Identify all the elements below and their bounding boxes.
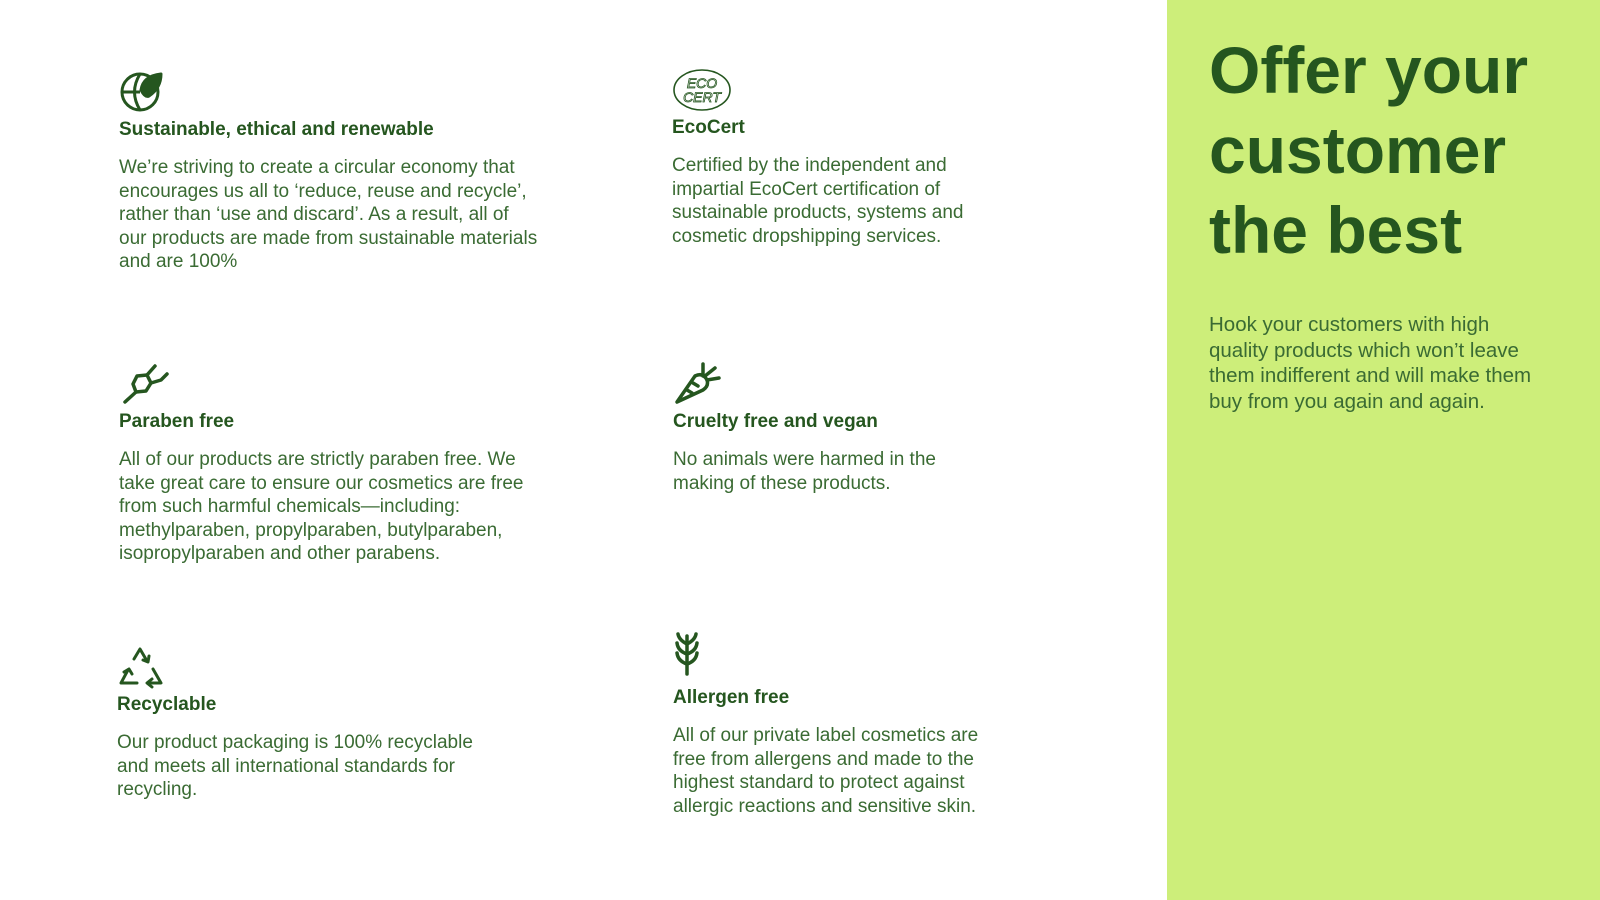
feature-title: EcoCert [672, 117, 745, 138]
feature-text: All of our products are strictly paraben free. We take great care to ensure our cosmetics are free from such harmful chemicals—including: methylparaben, propylparaben, butylparaben, isopropylparaben and other parabens. [119, 449, 524, 564]
feature-allergen-free [673, 632, 1093, 818]
molecule-icon [119, 362, 175, 410]
feature-paraben-free [119, 362, 539, 566]
feature-title: Paraben free [119, 411, 235, 432]
svg-text:ECO: ECO [686, 75, 718, 91]
feature-text: We’re striving to create a circular economy that encourages us all to ‘reduce, reuse and recycle’, rather than ‘use and discard’. As a result, all of our products are made from sustainable materials and are 100% [119, 157, 538, 272]
globe-leaf-icon [119, 70, 175, 118]
feature-text: Our product packaging is 100% recyclable and meets all international standards for recycling. [117, 732, 473, 800]
feature-title: Allergen free [673, 687, 790, 708]
feature-text: No animals were harmed in the making of these products. [673, 449, 936, 494]
promo-heading: Offer your customer the best [1209, 33, 1529, 267]
promo-panel [1167, 0, 1600, 900]
carrot-icon [673, 362, 729, 410]
promo-text: Hook your customers with high quality products which won’t leave them indifferent and will make them buy from you again and again. [1209, 313, 1532, 413]
svg-text:CERT: CERT [683, 89, 721, 105]
feature-title: Cruelty free and vegan [673, 411, 878, 432]
feature-recyclable [117, 645, 537, 802]
feature-sustainable [119, 70, 539, 274]
feature-text: Certified by the independent and impartial EcoCert certification of sustainable products, systems and cosmetic dropshipping services. [672, 155, 964, 247]
wheat-icon [673, 632, 729, 686]
feature-title: Sustainable, ethical and renewable [119, 119, 434, 140]
feature-ecocert [672, 68, 1092, 248]
ecocert-icon [672, 68, 728, 116]
feature-title: Recyclable [117, 694, 217, 715]
recycle-icon [117, 645, 173, 693]
feature-text: All of our private label cosmetics are free from allergens and made to the highest standard to protect against allergic reactions and sensitive skin. [673, 725, 979, 817]
feature-cruelty-free [673, 362, 1093, 495]
